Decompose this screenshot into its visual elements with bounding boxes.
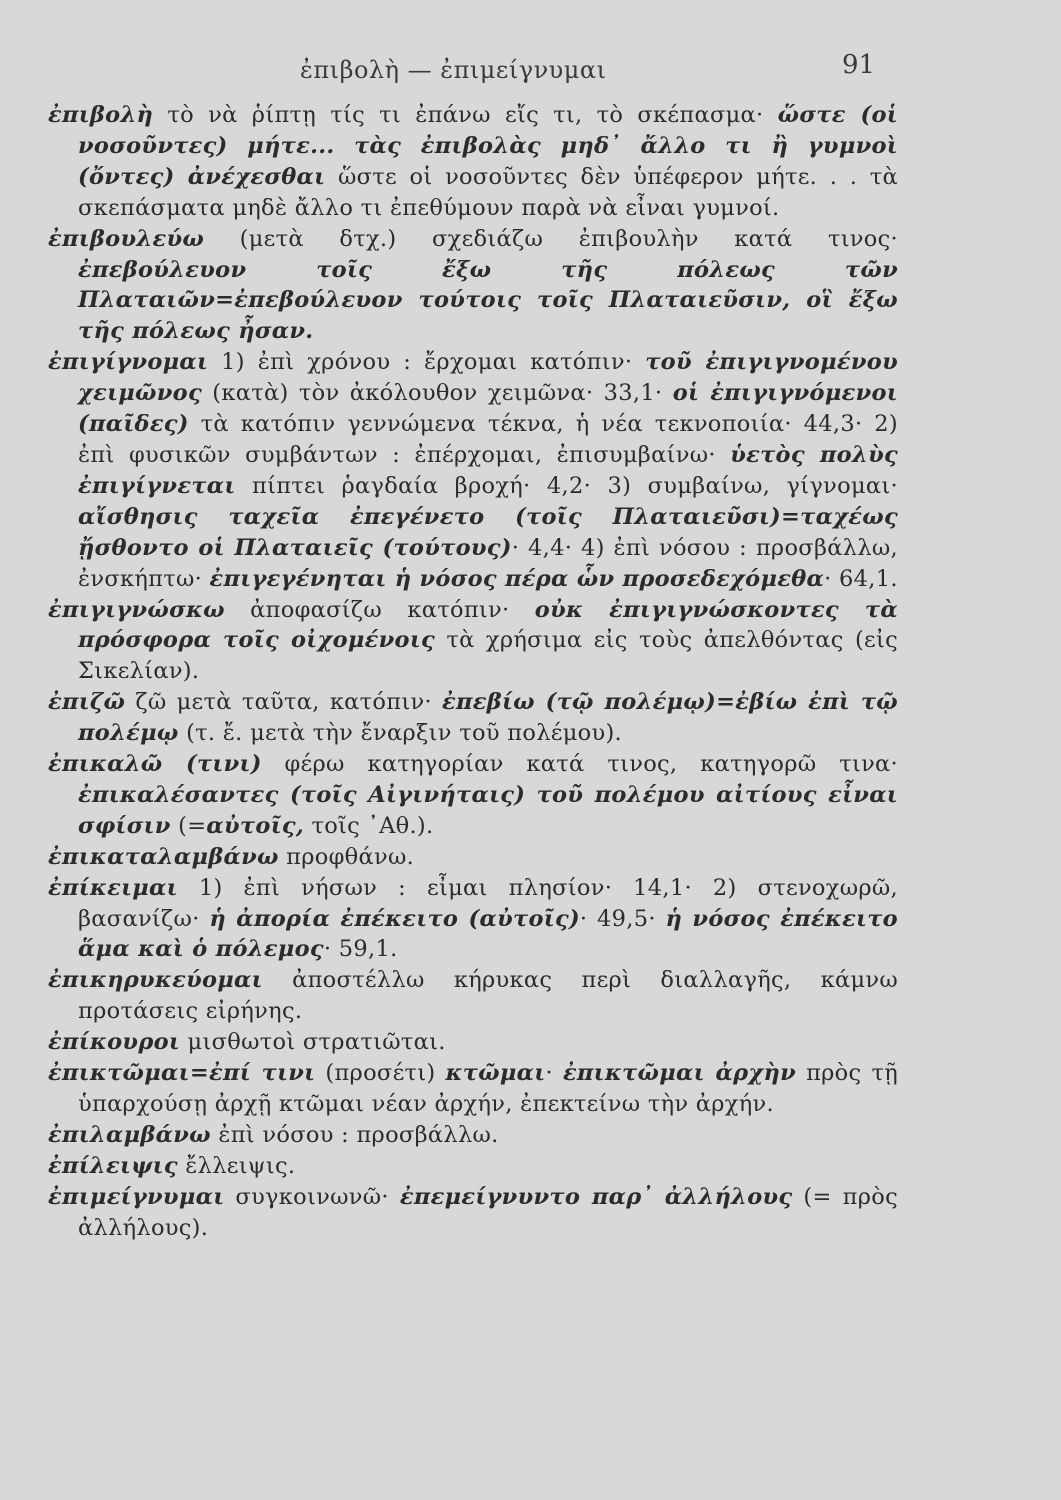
- entry-epigignosko: [48, 595, 898, 688]
- quotation: ἡ νόσος ἐπέκειτο ἅμα καὶ ὁ πόλεμος: [78, 905, 898, 963]
- entry-lemma: ἐπιβουλεύω: [48, 225, 205, 252]
- entry-lemma: ἐπικηρυκεύομαι: [48, 967, 263, 994]
- entry-epileipsis: [48, 1151, 898, 1182]
- entry-lemma: ἐπιβολὴ: [48, 102, 154, 128]
- quotation: αἴσθησις ταχεῖα ἐπεγένετο (τοῖς Πλαταιεῦσι)=ταχέως ᾔσθοντο οἱ Πλαταιεῖς (τούτους): [78, 503, 898, 561]
- quotation: αὐτοῖς,: [206, 812, 305, 839]
- definition-text: πίπτει ῥαγδαία βροχή· 4,2· 3) συμβαίνω, γίγνομαι·: [235, 472, 898, 499]
- entry-epikeimai: [48, 873, 898, 966]
- definition-text: μισθωτοὶ στρατιῶται.: [180, 1029, 446, 1056]
- definition-text: τὸ νὰ ῥίπτῃ τίς τι ἐπάνω εἴς τι, τὸ σκέπασμα·: [153, 102, 778, 128]
- entry-epikalo: [48, 749, 898, 842]
- quotation: ἐπεμείγνυντο παρ᾿ ἀλλήλους: [399, 1183, 793, 1210]
- entry-lemma: ἐπιγιγνώσκω: [48, 596, 225, 623]
- quotation: ἐπεβούλευον τοῖς ἔξω τῆς πόλεως τῶν Πλαταιῶν=ἐπεβούλευον τούτοις τοῖς Πλαταιεῦσιν, οἳ ἔξω τῆς πόλεως ἦσαν.: [78, 256, 898, 345]
- dictionary-entries: [48, 100, 898, 1244]
- entry-epigignomai: [48, 347, 898, 594]
- quotation: ἐπιγεγένηται ἡ νόσος πέρα ὧν προσεδεχόμεθα: [209, 565, 825, 592]
- definition-text: τοῖς ᾿Αθ.).: [304, 812, 434, 839]
- definition-text: · 49,5·: [579, 905, 666, 932]
- quotation: ὑετὸς πολὺς ἐπιγίγνεται: [78, 441, 898, 499]
- definition-text: πρὸς τῇ ὑπαρχούσῃ ἀρχῇ κτῶμαι νέαν ἀρχήν, ἐπεκτείνω τὴν ἀρχήν.: [78, 1060, 898, 1117]
- definition-text: 1) ἐπὶ νήσων : εἶμαι πλησίον· 14,1· 2) στενοχωρῶ, βασανίζω·: [78, 874, 898, 932]
- entry-epibouleuo: [48, 224, 898, 348]
- definition-text: ἐπὶ νόσου : προσβάλλω.: [210, 1121, 499, 1148]
- entry-lemma: ἐπίκουροι: [48, 1029, 181, 1056]
- definition-text: · 4,4· 4) ἐπὶ νόσου : προσβάλλω, ἐνσκήπτω·: [78, 534, 898, 592]
- quotation: οὐκ ἐπιγιγνώσκοντες τὰ πρόσφορα τοῖς οἰχομένοις: [78, 596, 898, 654]
- definition-text: · 64,1.: [824, 565, 898, 592]
- definition-text: (=: [170, 812, 207, 839]
- entry-epibole: [48, 100, 898, 224]
- definition-text: τὰ κατόπιν γεννώμενα τέκνα, ἡ νέα τεκνοποιία· 44,3· 2) ἐπὶ φυσικῶν συμβάντων : ἐπέρχομαι, ἐπισυμβαίνω·: [78, 411, 898, 468]
- entry-epimeignymai: [48, 1182, 898, 1244]
- entry-epikouroi: [48, 1027, 898, 1058]
- entry-epilambano: [48, 1120, 898, 1151]
- running-title: ἐπιβολὴ — ἐπιμείγνυμαι: [300, 56, 607, 84]
- entry-epikerykeuomai: [48, 965, 898, 1027]
- entry-lemma: ἐπίλειψις: [48, 1152, 178, 1179]
- page-number: 91: [842, 50, 876, 80]
- entry-lemma: ἐπικαλῶ (τινι): [48, 751, 262, 778]
- quotation: οἱ ἐπιγιγνόμενοι (παῖδες): [78, 380, 898, 438]
- definition-text: (μετὰ δτχ.) σχεδιάζω ἐπιβουλὴν κατά τινος·: [204, 225, 898, 252]
- definition-text: (τ. ἔ. μετὰ τὴν ἔναρξιν τοῦ πολέμου).: [178, 720, 622, 747]
- entry-lemma: ἐπικτῶμαι=ἐπί τινι: [48, 1060, 316, 1087]
- definition-text: ἔλλειψις.: [177, 1152, 296, 1179]
- definition-text: (προσέτι): [315, 1060, 446, 1087]
- definition-text: φέρω κατηγορίαν κατά τινος, κατηγορῶ τινα·: [261, 751, 898, 778]
- definition-text: προφθάνω.: [278, 843, 415, 870]
- definition-text: τὰ χρήσιμα εἰς τοὺς ἀπελθόντας (εἰς Σικελίαν).: [78, 627, 898, 685]
- definition-text: ἀποφασίζω κατόπιν·: [224, 596, 535, 623]
- page-header: [0, 48, 1061, 88]
- quotation: ἐπικτῶμαι ἀρχὴν: [562, 1060, 797, 1087]
- entry-epikatalambano: [48, 842, 898, 873]
- definition-text: (κατὰ) τὸν ἀκόλουθον χειμῶνα· 33,1·: [201, 380, 673, 407]
- entry-lemma: ἐπιζῶ: [48, 689, 126, 716]
- entry-lemma: ἐπικαταλαμβάνω: [48, 843, 279, 870]
- definition-text: ἀποστέλλω κήρυκας περὶ διαλλαγῆς, κάμνω προτάσεις εἰρήνης.: [78, 967, 898, 1025]
- entry-epizo: [48, 687, 898, 749]
- definition-text: (= πρὸς ἀλλήλους).: [78, 1183, 899, 1241]
- entry-lemma: ἐπιμείγνυμαι: [48, 1183, 225, 1210]
- quotation: τοῦ ἐπιγιγνομένου χειμῶνος: [78, 349, 898, 407]
- definition-text: ὥστε οἱ νοσοῦντες δὲν ὑπέφερον μήτε. . . τὰ σκεπάσματα μηδὲ ἄλλο τι ἐπεθύμουν παρὰ νὰ εἶναι γυμνοί.: [78, 163, 898, 221]
- quotation: κτῶμαι: [445, 1060, 546, 1087]
- entry-epiktomai: [48, 1058, 898, 1120]
- entry-lemma: ἐπιλαμβάνω: [48, 1121, 211, 1148]
- quotation: ἐπικαλέσαντες (τοῖς Αἰγινήταις) τοῦ πολέμου αἰτίους εἶναι σφίσιν: [78, 781, 898, 839]
- quotation: ὥστε (οἱ νοσοῦντες) μήτε... τὰς ἐπιβολὰς μηδ᾿ ἄλλο τι ἢ γυμνοὶ (ὄντες) ἀνέχεσθαι: [78, 102, 898, 190]
- definition-text: 1) ἐπὶ χρόνου : ἔρχομαι κατόπιν·: [208, 349, 646, 376]
- quotation: ἐπεβίω (τῷ πολέμῳ)=ἐβίω ἐπὶ τῷ πολέμῳ: [78, 689, 898, 747]
- definition-text: ·: [545, 1060, 563, 1087]
- quotation: ἡ ἀπορία ἐπέκειτο (αὐτοῖς): [209, 905, 580, 932]
- definition-text: συγκοινωνῶ·: [224, 1183, 400, 1210]
- definition-text: ζῶ μετὰ ταῦτα, κατόπιν·: [125, 689, 442, 716]
- entry-lemma: ἐπίκειμαι: [48, 874, 178, 901]
- entry-lemma: ἐπιγίγνομαι: [48, 349, 209, 376]
- definition-text: · 59,1.: [323, 936, 398, 963]
